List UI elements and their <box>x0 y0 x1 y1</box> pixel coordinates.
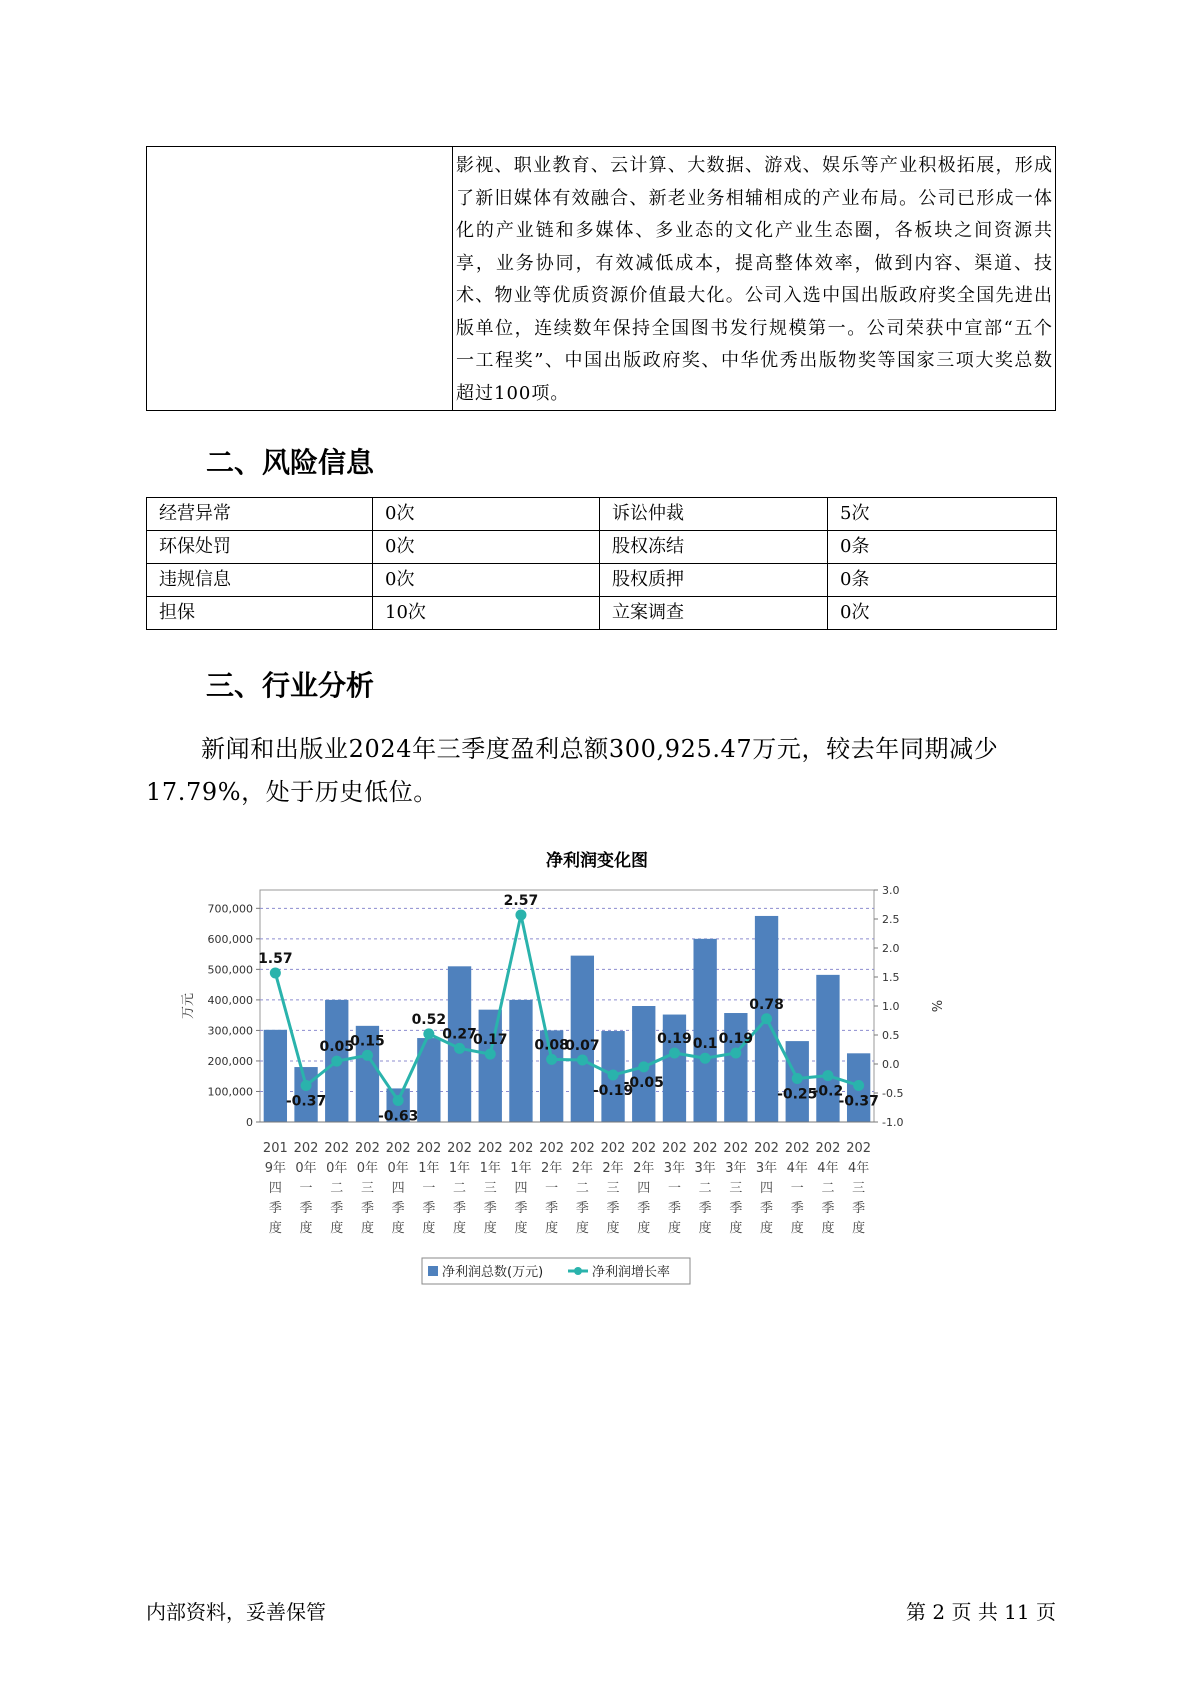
x-tick-label: 度 <box>360 1221 374 1236</box>
x-tick-label: 3年 <box>663 1161 686 1176</box>
company-intro-table <box>146 146 1056 411</box>
growth-rate-point <box>485 1049 496 1060</box>
y-tick-label: 300,000 <box>207 1024 253 1038</box>
legend-bar-swatch <box>428 1266 438 1276</box>
growth-rate-point <box>853 1080 864 1091</box>
y-axis-label: 万元 <box>181 992 196 1020</box>
growth-rate-label: -0.19 <box>592 1083 634 1100</box>
x-tick-label: 3年 <box>725 1161 747 1176</box>
risk-item-value: 0次 <box>373 498 600 531</box>
x-tick-label: 2年 <box>541 1161 563 1176</box>
x-tick-label: 四 <box>268 1181 282 1196</box>
x-tick-label: 202 <box>754 1141 779 1156</box>
x-tick-label: 度 <box>268 1221 282 1236</box>
legend-line-label: 净利润增长率 <box>592 1265 671 1280</box>
x-tick-label: 季 <box>514 1201 528 1216</box>
x-tick-label: 度 <box>667 1221 681 1236</box>
x-tick-label: 季 <box>545 1201 559 1216</box>
x-tick-label: 度 <box>575 1221 589 1236</box>
x-tick-label: 202 <box>600 1141 626 1156</box>
x-tick-label: 202 <box>723 1141 749 1156</box>
risk-item-value: 0次 <box>373 564 600 597</box>
growth-rate-label: -0.37 <box>838 1093 879 1110</box>
x-tick-label: 3年 <box>694 1161 716 1176</box>
x-tick-label: 季 <box>606 1201 620 1216</box>
x-tick-label: 一 <box>790 1181 804 1196</box>
bar <box>816 975 839 1122</box>
x-tick-label: 度 <box>422 1221 436 1236</box>
y-tick-label: 200,000 <box>207 1054 253 1068</box>
risk-item-label: 股权质押 <box>600 564 828 597</box>
x-tick-label: 202 <box>662 1141 687 1156</box>
x-tick-label: 季 <box>821 1201 835 1216</box>
x-tick-label: 1年 <box>479 1161 501 1176</box>
y2-tick-label: 3.0 <box>882 884 900 897</box>
net-profit-chart <box>170 840 1010 1300</box>
y-tick-label: 500,000 <box>207 963 253 977</box>
x-tick-label: 三 <box>483 1181 497 1196</box>
x-tick-label: 4年 <box>848 1161 870 1176</box>
x-tick-label: 季 <box>575 1201 589 1216</box>
x-tick-label: 度 <box>729 1221 743 1236</box>
x-tick-label: 度 <box>453 1221 467 1236</box>
growth-rate-label: 0.78 <box>749 996 784 1013</box>
intro-left-cell <box>147 147 453 411</box>
chart-title: 净利润变化图 <box>546 851 648 871</box>
x-tick-label: 季 <box>667 1201 681 1216</box>
x-tick-label: 2年 <box>602 1161 624 1176</box>
x-tick-label: 度 <box>637 1221 651 1236</box>
growth-rate-point <box>301 1080 312 1091</box>
x-tick-label: 季 <box>330 1201 344 1216</box>
growth-rate-label: 0.1 <box>692 1036 718 1053</box>
x-tick-label: 三 <box>852 1181 866 1196</box>
x-tick-label: 季 <box>698 1201 712 1216</box>
x-tick-label: 季 <box>852 1201 866 1216</box>
bar <box>479 1010 502 1122</box>
x-tick-label: 202 <box>416 1141 442 1156</box>
growth-rate-point <box>515 909 526 920</box>
x-tick-label: 度 <box>790 1221 804 1236</box>
risk-item-value: 0条 <box>828 531 1057 564</box>
y-tick-label: 600,000 <box>207 932 253 946</box>
growth-rate-label: -0.63 <box>377 1108 419 1125</box>
y2-tick-label: -1.0 <box>882 1116 904 1129</box>
x-tick-label: 202 <box>692 1141 718 1156</box>
risk-item-label: 经营异常 <box>147 498 373 531</box>
growth-rate-label: -0.25 <box>777 1086 818 1103</box>
growth-rate-point <box>362 1050 373 1061</box>
legend-line-marker <box>574 1267 582 1275</box>
footer-confidential: 内部资料，妥善保管 <box>146 1600 326 1624</box>
risk-row <box>147 564 1057 597</box>
growth-rate-point <box>700 1053 711 1064</box>
growth-rate-label: 0.19 <box>657 1030 692 1047</box>
growth-rate-label: 1.57 <box>258 950 293 967</box>
y2-tick-label: 0.0 <box>882 1058 900 1071</box>
x-tick-label: 度 <box>821 1221 835 1236</box>
industry-section-title: 三、行业分析 <box>206 669 375 702</box>
growth-rate-point <box>270 967 281 978</box>
x-tick-label: 0年 <box>295 1161 317 1176</box>
x-tick-label: 度 <box>760 1221 774 1236</box>
risk-item-value: 0条 <box>828 564 1057 597</box>
x-tick-label: 季 <box>790 1201 804 1216</box>
x-tick-label: 季 <box>483 1201 497 1216</box>
x-tick-label: 季 <box>360 1201 374 1216</box>
x-tick-label: 季 <box>268 1201 282 1216</box>
growth-rate-label: 0.27 <box>442 1026 477 1043</box>
y-tick-label: 0 <box>246 1116 253 1129</box>
growth-rate-point <box>792 1073 803 1084</box>
growth-rate-label: 0.19 <box>718 1030 754 1047</box>
x-tick-label: 202 <box>477 1141 503 1156</box>
x-tick-label: 度 <box>698 1221 712 1236</box>
x-tick-label: 季 <box>422 1201 436 1216</box>
x-tick-label: 季 <box>637 1201 651 1216</box>
risk-row <box>147 597 1057 630</box>
growth-rate-label: 0.08 <box>534 1037 569 1054</box>
growth-rate-point <box>423 1028 434 1039</box>
x-tick-label: 三 <box>729 1181 743 1196</box>
x-tick-label: 202 <box>447 1141 472 1156</box>
y2-tick-label: 2.5 <box>882 913 900 926</box>
x-tick-label: 季 <box>299 1201 313 1216</box>
x-tick-label: 度 <box>852 1221 866 1236</box>
x-tick-label: 4年 <box>817 1161 839 1176</box>
x-tick-label: 四 <box>514 1181 528 1196</box>
risk-item-label: 立案调查 <box>600 597 828 630</box>
growth-rate-point <box>761 1013 772 1024</box>
growth-rate-point <box>546 1054 557 1065</box>
x-tick-label: 二 <box>330 1181 344 1196</box>
risk-row <box>147 531 1057 564</box>
bar <box>509 1000 532 1122</box>
x-tick-label: 202 <box>569 1141 595 1156</box>
x-tick-label: 季 <box>729 1201 743 1216</box>
risk-item-value: 10次 <box>373 597 600 630</box>
x-tick-label: 四 <box>637 1181 651 1196</box>
x-tick-label: 3年 <box>755 1161 778 1176</box>
chart-svg <box>170 840 1010 1300</box>
x-tick-label: 一 <box>545 1181 559 1196</box>
growth-rate-label: -0.37 <box>285 1093 327 1110</box>
y-tick-label: 400,000 <box>207 993 253 1007</box>
x-tick-label: 二 <box>698 1181 712 1196</box>
x-tick-label: 季 <box>760 1201 774 1216</box>
x-tick-label: 0年 <box>387 1161 409 1176</box>
growth-rate-point <box>331 1056 342 1067</box>
x-tick-label: 9年 <box>264 1161 286 1176</box>
y2-tick-label: -0.5 <box>882 1087 904 1100</box>
growth-rate-label: 0.05 <box>319 1039 355 1056</box>
x-tick-label: 202 <box>293 1141 319 1156</box>
industry-paragraph: 新闻和出版业2024年三季度盈利总额300,925.47万元，较去年同期减少17.79%，处于历史低位。 <box>146 735 999 806</box>
x-tick-label: 1年 <box>418 1161 440 1176</box>
bar <box>264 1030 287 1122</box>
risk-item-value: 5次 <box>828 498 1057 531</box>
x-tick-label: 二 <box>821 1181 835 1196</box>
growth-rate-point <box>730 1047 741 1058</box>
intro-right-cell <box>453 147 1056 411</box>
legend-bar-label: 净利润总数(万元) <box>442 1265 544 1280</box>
x-tick-label: 1年 <box>510 1161 532 1176</box>
x-tick-label: 度 <box>299 1221 313 1236</box>
growth-rate-point <box>608 1070 619 1081</box>
x-tick-label: 202 <box>508 1141 534 1156</box>
x-tick-label: 202 <box>385 1141 411 1156</box>
growth-rate-point <box>393 1095 404 1106</box>
x-tick-label: 度 <box>545 1221 559 1236</box>
growth-rate-label: 0.07 <box>565 1037 600 1054</box>
intro-text: 影视、职业教育、云计算、大数据、游戏、娱乐等产业积极拓展，形成了新旧媒体有效融合、新老业务相辅相成的产业布局。公司已形成一体化的产业链和多媒体、多业态的文化产业生态圈，各板块之间资源共享，业务协同，有效减低成本，提高整体效率，做到内容、渠道、技术、物业等优质资源价值最大化。公司入选中国出版政府奖全国先进出版单位，连续数年保持全国图书发行规模第一。公司荣获中宣部“五个一工程奖”、中国出版政府奖、中华优秀出版物奖等国家三项大奖总数超过100项。 <box>456 155 1053 404</box>
x-tick-label: 0年 <box>356 1161 379 1176</box>
x-tick-label: 季 <box>453 1201 467 1216</box>
x-tick-label: 度 <box>391 1221 405 1236</box>
x-tick-label: 202 <box>539 1141 565 1156</box>
x-tick-label: 度 <box>483 1221 497 1236</box>
risk-row <box>147 498 1057 531</box>
x-tick-label: 一 <box>299 1181 313 1196</box>
growth-rate-point <box>822 1070 833 1081</box>
growth-rate-label: 0.52 <box>411 1011 447 1028</box>
x-tick-label: 三 <box>606 1181 620 1196</box>
x-tick-label: 度 <box>514 1221 528 1236</box>
x-tick-label: 202 <box>815 1141 841 1156</box>
growth-rate-point <box>669 1047 680 1058</box>
x-tick-label: 季 <box>391 1201 405 1216</box>
x-tick-label: 三 <box>360 1181 374 1196</box>
x-tick-label: 202 <box>631 1141 657 1156</box>
risk-item-value: 0次 <box>828 597 1057 630</box>
x-tick-label: 一 <box>667 1181 681 1196</box>
growth-rate-label: -0.05 <box>623 1074 664 1091</box>
y2-axis-label: % <box>928 999 943 1013</box>
y2-tick-label: 2.0 <box>882 942 900 955</box>
y-tick-label: 100,000 <box>207 1085 253 1099</box>
x-tick-label: 二 <box>575 1181 589 1196</box>
x-tick-label: 度 <box>330 1221 344 1236</box>
y-tick-label: 700,000 <box>207 902 253 916</box>
risk-info-table <box>146 497 1057 630</box>
x-tick-label: 四 <box>760 1181 774 1196</box>
risk-item-label: 环保处罚 <box>147 531 373 564</box>
x-tick-label: 二 <box>453 1181 467 1196</box>
x-tick-label: 一 <box>422 1181 436 1196</box>
risk-item-label: 担保 <box>147 597 373 630</box>
x-tick-label: 202 <box>324 1141 350 1156</box>
x-tick-label: 202 <box>355 1141 380 1156</box>
y2-tick-label: 0.5 <box>882 1029 900 1042</box>
risk-item-label: 股权冻结 <box>600 531 828 564</box>
risk-item-label: 违规信息 <box>147 564 373 597</box>
bar <box>724 1013 747 1122</box>
x-tick-label: 四 <box>391 1181 405 1196</box>
risk-item-label: 诉讼仲裁 <box>600 498 828 531</box>
y2-tick-label: 1.5 <box>882 971 900 984</box>
growth-rate-label: 0.17 <box>472 1032 508 1049</box>
x-tick-label: 202 <box>846 1141 872 1156</box>
risk-section-title: 二、风险信息 <box>206 446 375 479</box>
growth-rate-label: 0.15 <box>350 1033 385 1050</box>
x-tick-label: 202 <box>784 1141 810 1156</box>
x-tick-label: 1年 <box>448 1161 471 1176</box>
risk-item-value: 0次 <box>373 531 600 564</box>
x-tick-label: 2年 <box>633 1161 655 1176</box>
x-tick-label: 度 <box>606 1221 620 1236</box>
x-tick-label: 201 <box>262 1141 288 1156</box>
growth-rate-label: 2.57 <box>503 892 539 909</box>
x-tick-label: 0年 <box>326 1161 348 1176</box>
growth-rate-point <box>577 1054 588 1065</box>
x-tick-label: 2年 <box>571 1161 593 1176</box>
growth-rate-point <box>638 1061 649 1072</box>
y2-tick-label: 1.0 <box>882 1000 900 1013</box>
x-tick-label: 4年 <box>786 1161 808 1176</box>
footer-page-number: 第 2 页 共 11 页 <box>906 1600 1056 1624</box>
growth-rate-point <box>454 1043 465 1054</box>
growth-rate-label: -0.2 <box>812 1083 844 1100</box>
bar <box>693 939 716 1122</box>
